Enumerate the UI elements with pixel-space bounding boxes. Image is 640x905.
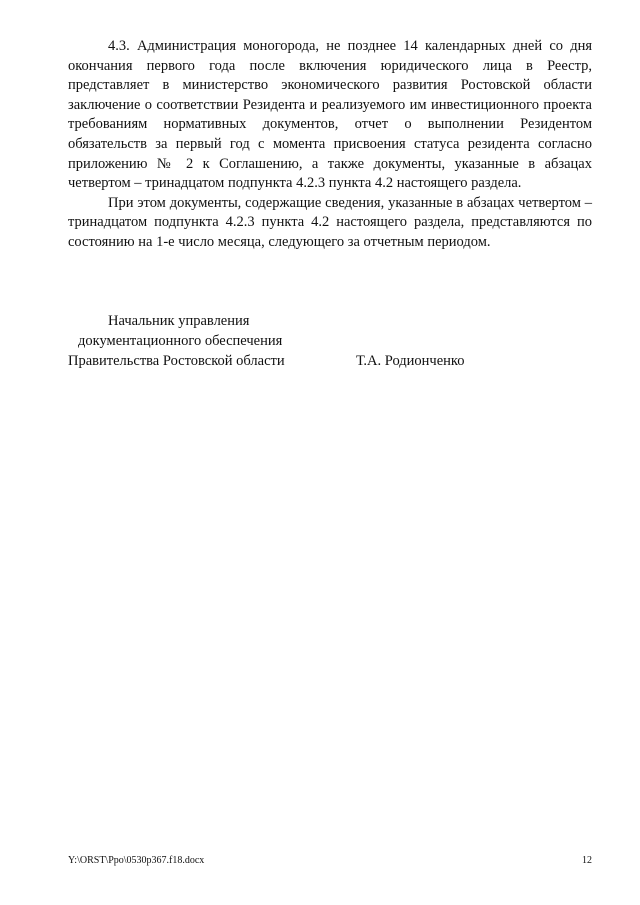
paragraph-4-3: 4.3. Администрация моногорода, не позднее 14 календарных дней со дня окончания первого года после включения юридического лица в Реестр, представляет в министерство экономического развития Ростовской области заключение о соответствии Резидента и реализуемого им инвестиционного проекта требованиям нормативных документов, отчет о выполнении Резидентом обязательств за первый год с момента присвоения статуса резидента согласно приложению № 2 к Соглашению, а также документы, указанные в абзацах четвертом – тринадцатом подпункта 4.2.3 пункта 4.2 настоящего раздела. (68, 38, 592, 192)
signature-position-line3: Правительства Ростовской области (68, 353, 285, 369)
paragraph-documents-note: При этом документы, содержащие сведения, указанные в абзацах четвертом – тринадцатом подпункта 4.2.3 пункта 4.2 настоящего раздела, представляются по состоянию на 1-е число месяца, следующего за отчетным периодом. (68, 194, 592, 250)
footer-file-path: Y:\ORST\Ppo\0530p367.f18.docx (68, 855, 205, 866)
signature-name: Т.А. Родионченко (356, 353, 465, 369)
document-body (68, 37, 592, 253)
page-number: 12 (582, 855, 592, 866)
signature-block (68, 311, 592, 371)
signature-position-line2: документационного обеспечения (78, 333, 283, 349)
signature-position-line1: Начальник управления (108, 313, 250, 329)
